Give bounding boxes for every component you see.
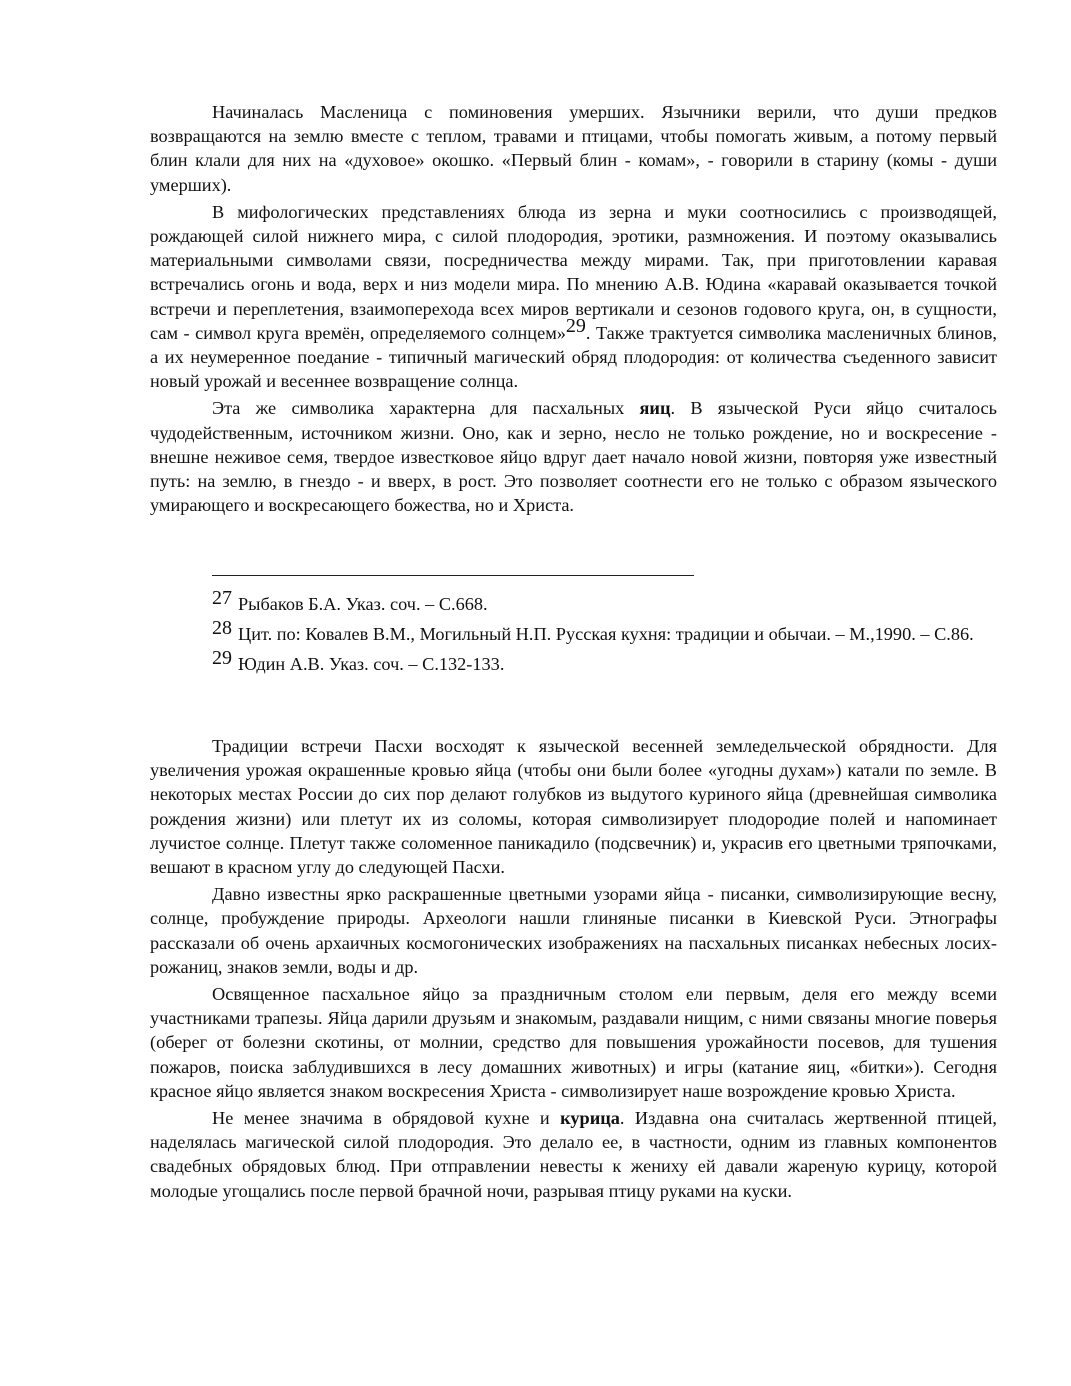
main-text-top [150,100,997,517]
footnote-number: 29 [212,647,232,669]
paragraph-chicken: Не менее значима в обрядовой кухне и курица. Издавна она считалась жертвенной птицей, наделялась магической силой плодородия. Это делало ее, в частности, одним из главных компонентов свадебных обрядовых блюд. При отправлении невесты к жениху ей давали жареную курицу, которой молодые угощались после первой брачной ночи, разрывая птицу руками на куски. [150,1108,997,1201]
footnote-separator [212,575,694,576]
footnotes [150,587,997,682]
footnote-number: 27 [212,587,232,609]
footnote-reference-29[interactable]: 29 [565,314,586,337]
footnote-27: 27 Рыбаков Б.А. Указ. соч. – С.668. [212,587,488,614]
bold-term-eggs: яиц [639,398,671,419]
main-text-bottom [150,734,997,1203]
footnote-28: 28 Цит. по: Ковалев В.М., Могильный Н.П. Русская кухня: традиции и обычаи. – М.,1990. – С.86. [212,617,974,644]
paragraph-pysanky: Давно известны ярко раскрашенные цветными узорами яйца - писанки, символизирующие весну, солнце, пробуждение природы. Археологи нашли глиняные писанки в Киевской Руси. Этнографы рассказали об очень архаичных космогонических изображениях на пасхальных писанках небесных лосих-рожаниц, знаков земли, воды и др. [150,884,997,977]
paragraph-easter-traditions: Традиции встречи Пасхи восходят к языческой весенней земледельческой обрядности. Для увеличения урожая окрашенные кровью яйца (чтобы они были более «угодны духам») катали по земле. В некоторых местах России до сих пор делают голубков из выдутого куриного яйца (древнейшая символика рождения жизни) или плетут их из соломы, которая символизирует плодородие полей и напоминает лучистое солнце. Плетут также соломенное паникадило (подсвечник) и, украсив его цветными тряпочками, вешают в красном углу до следующей Пасхи. [150,736,997,878]
footnote-number: 28 [212,617,232,639]
paragraph-maslenitsa: Начиналась Масленица с поминовения умерших. Язычники верили, что души предков возвращаются на землю вместе с теплом, травами и птицами, чтобы помогать живым, а потому первый блин клали для них на «духовое» окошко. «Первый блин - комам», - говорили в старину (комы - души умерших). [150,102,997,195]
footnote-29: 29 Юдин А.В. Указ. соч. – С.132-133. [212,647,505,674]
paragraph-grain-symbolism: В мифологических представлениях блюда из зерна и муки соотносились с производящей, рождающей силой нижнего мира, с силой плодородия, эротики, размножения. И поэтому оказывались материальными символами связи, посредничества между мирами. Так, при приготовлении каравая встречались огонь и вода, верх и низ модели мира. По мнению А.В. Юдина «каравай оказывается точкой встречи и переплетения, взаимоперехода всех миров вертикали и сезонов годового круга, он, в сущности, сам - символ круга времён, определяемого солнцем»$^{29}$. Также трактуется символика масленичных блинов, а их неумеренное поедание - типичный магический обряд плодородия: от количества съеденного зависит новый урожай и весеннее возвращение солнца. [150,201,997,392]
bold-term-chicken: курица [560,1108,620,1129]
paragraph-blessed-egg: Освященное пасхальное яйцо за праздничным столом ели первым, деля его между всеми участниками трапезы. Яйца дарили друзьям и знакомым, раздавали нищим, с ними связаны многие поверья (оберег от болезни скотины, от молнии, средство для повышения урожайности посевов, для тушения пожаров, поиска заблудившихся в лесу домашних животных) и игры (катание яиц, «битки»). Сегодня красное яйцо является знаком воскресения Христа - символизирует наше возрождение кровью Христа. [150,984,997,1101]
paragraph-eggs: Эта же символика характерна для пасхальных яиц. В языческой Руси яйцо считалось чудодейственным, источником жизни. Оно, как и зерно, несло не только рождение, но и воскресение - внешне неживое семя, твердое известковое яйцо вдруг дает начало новой жизни, повторяя уже известный путь: на землю, в гнездо - и вверх, в рост. Это позволяет соотнести его не только с образом языческого умирающего и воскресающего божества, но и Христа. [150,398,997,516]
